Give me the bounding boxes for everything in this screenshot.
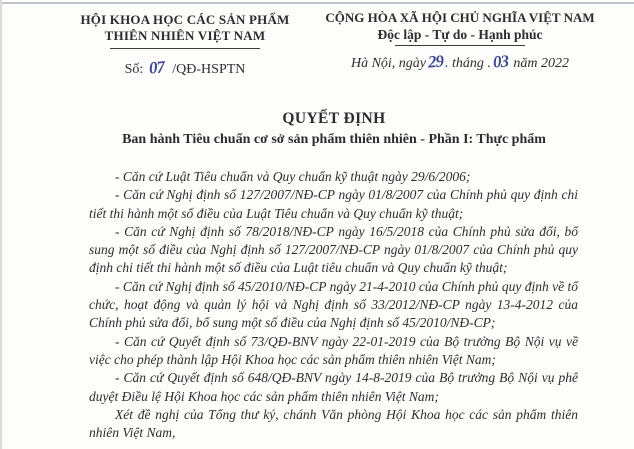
org-name-line1: HỘI KHOA HỌC CÁC SẢN PHẨM <box>80 12 290 27</box>
legal-basis-paragraph: - Căn cứ Nghị định số 45/2010/NĐ-CP ngày 21-4-2010 của Chính phủ quy định về tổ chức, hoạt động và quản lý hội và Nghị định số 33/2012/NĐ-CP ngày 13-4-2012 của Chính phủ sửa đổi, bổ sung một số điều của Nghị định số 45/2010/NĐ-CP; <box>89 278 578 331</box>
date-middle: . tháng . <box>445 56 491 71</box>
legal-basis-paragraph: - Căn cứ Luật Tiêu chuẩn và Quy chuẩn kỹ thuật ngày 29/6/2006; <box>115 169 471 184</box>
scan-artifact-top-line <box>0 2 634 4</box>
document-number-suffix: /QĐ-HSPTN <box>172 62 246 77</box>
legal-basis-paragraph: - Căn cứ Quyết định số 648/QĐ-BNV ngày 14-8-2019 của Bộ trưởng Bộ Nội vụ phê duyệt Điều lệ Hội Khoa học các sản phẩm thiên nhiên Việt Nam; <box>89 370 578 404</box>
date-suffix: năm 2022 <box>513 56 570 71</box>
legal-basis-paragraph: - Căn cứ Quyết định số 73/QĐ-BNV ngày 22-01-2019 của Bộ trưởng Bộ Nội vụ về việc cho phép thành lập Hội Khoa học các sản phẩm thiên nhiên Việt Nam; <box>89 333 578 367</box>
date-day-handwritten: 29 <box>427 51 444 72</box>
legal-basis-paragraph: - Căn cứ Nghị định số 78/2018/NĐ-CP ngày 16/5/2018 của Chính phủ sửa đổi, bổ sung một số điều của Nghị định số 127/2007/NĐ-CP ngày 01/8/2007 của Chính phủ quy định chi tiết thi hành một số điều của Luật tiêu chuẩn và Quy chuẩn kỹ thuật; <box>89 223 578 276</box>
motto-divider <box>395 45 525 46</box>
national-motto-line1: CỘNG HÒA XÃ HỘI CHỦ NGHĨA VIỆT NAM <box>325 10 595 25</box>
document-number-handwritten: 07 <box>148 57 166 78</box>
org-name-divider <box>110 48 260 49</box>
header-national-motto <box>314 10 606 72</box>
header-issuing-org <box>38 12 332 78</box>
scan-artifact-left-line <box>0 0 2 449</box>
date-prefix: Hà Nội, ngày <box>350 56 427 71</box>
place-date-line <box>314 53 606 72</box>
document-number-line <box>38 59 332 78</box>
document-title: QUYẾT ĐỊNH <box>282 110 386 127</box>
document-body <box>89 168 578 442</box>
date-month-handwritten: 03 <box>492 51 509 72</box>
national-motto-line2: Độc lập - Tự do - Hạnh phúc <box>377 27 543 42</box>
document-subtitle: Ban hành Tiêu chuẩn cơ sở sản phẩm thiên nhiên - Phần I: Thực phẩm <box>122 132 546 147</box>
legal-basis-paragraph: - Căn cứ Nghị định số 127/2007/NĐ-CP ngày 01/8/2007 của Chính phủ quy định chi tiết thi hành một số điều của Luật Tiêu chuẩn và Quy chuẩn kỹ thuật; <box>89 187 578 221</box>
proposal-paragraph: Xét đề nghị của Tổng thư ký, chánh Văn phòng Hội Khoa học các sản phẩm thiên nhiên Việt Nam, <box>89 406 578 441</box>
org-name-line2: THIÊN NHIÊN VIỆT NAM <box>104 28 266 43</box>
document-number-prefix: Số: <box>124 62 144 77</box>
